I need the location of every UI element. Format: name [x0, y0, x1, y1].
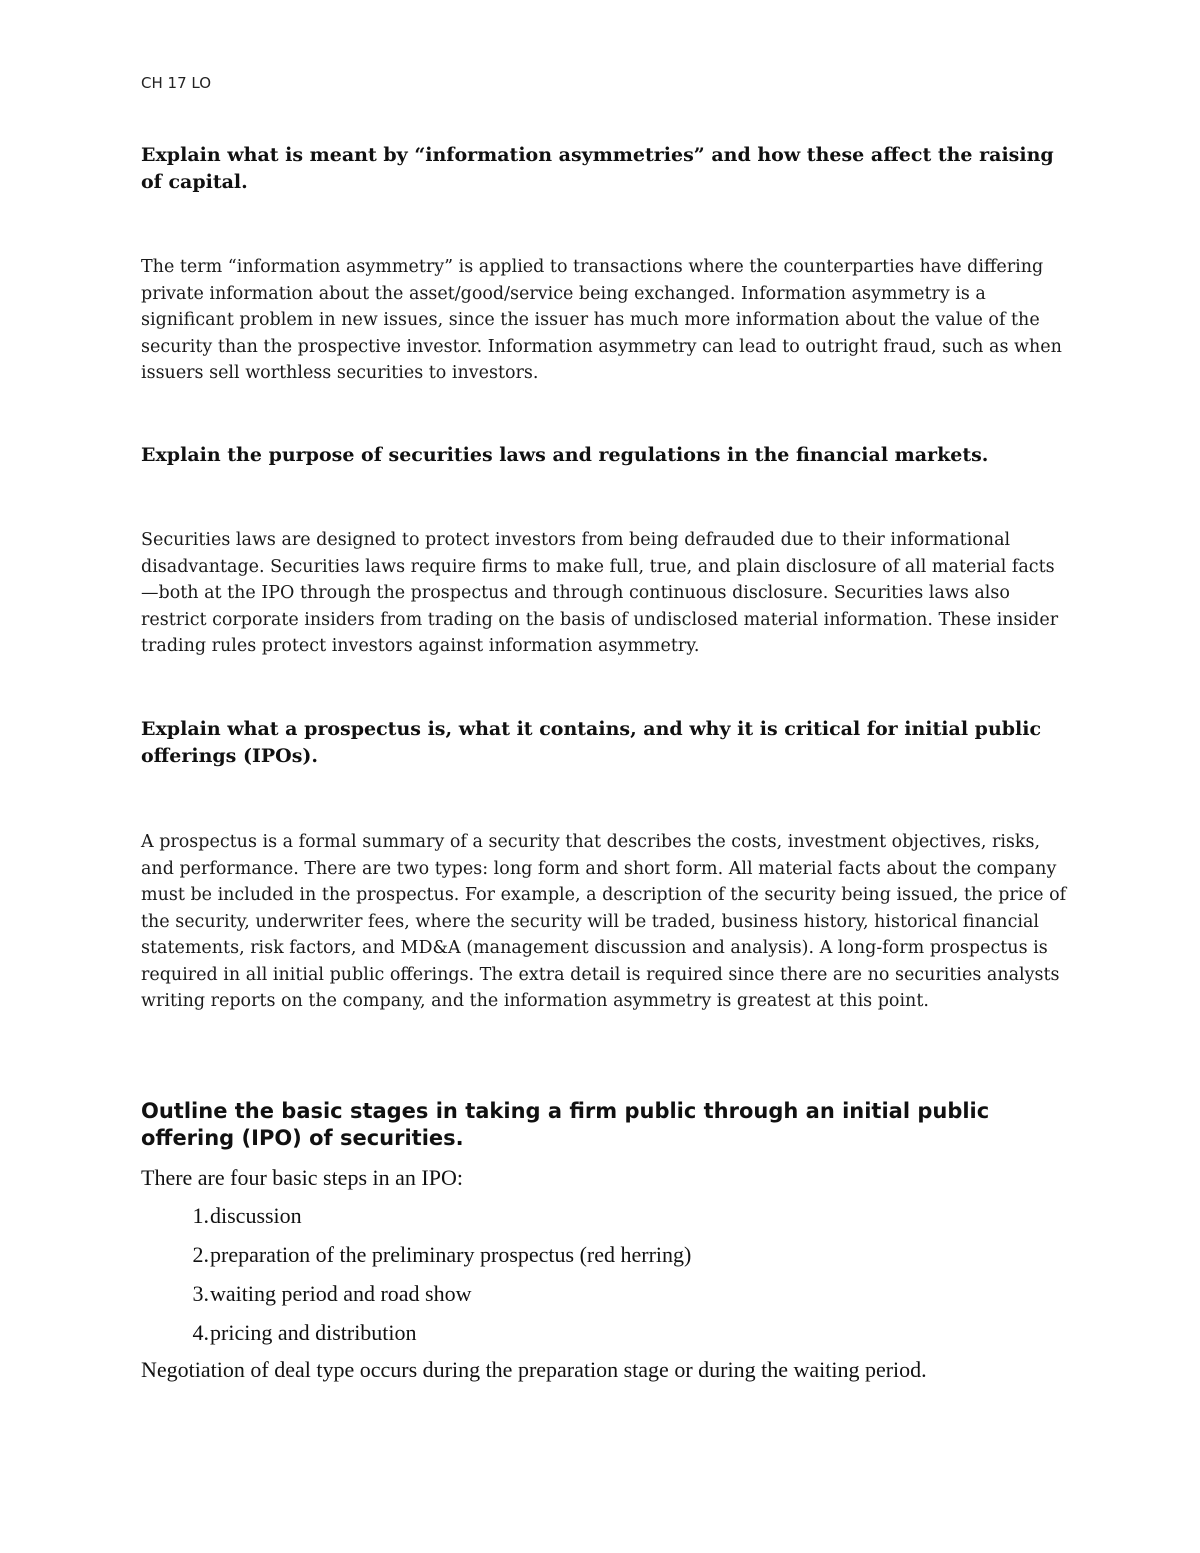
chapter-label: CH 17 LO — [141, 74, 212, 92]
list-item-number: 2. — [192, 1242, 209, 1267]
document-page — [141, 0, 1071, 1553]
ipo-steps-intro: There are four basic steps in an IPO: — [141, 1165, 463, 1190]
list-item — [141, 1201, 1071, 1240]
question-securities-laws: Explain the purpose of securities laws and regulations in the financial markets. — [141, 444, 989, 466]
list-item-text: discussion — [210, 1203, 302, 1228]
list-item-number: 1. — [192, 1203, 209, 1228]
question-prospectus: Explain what a prospectus is, what it contains, and why it is critical for initial public offerings (IPOs). — [141, 718, 1042, 767]
list-item — [141, 1279, 1071, 1318]
ipo-steps-list — [141, 1201, 1071, 1357]
list-item — [141, 1240, 1071, 1279]
answer-securities-laws: Securities laws are designed to protect investors from being defrauded due to their informational disadvantage. Securities laws require firms to make full, true, and plain disclosure of all material facts—both at the IPO through the prospectus and through continuous disclosure. Securities laws also restrict corporate insiders from trading on the basis of undisclosed material information. These insider trading rules protect investors against information asymmetry. — [141, 530, 1059, 656]
ipo-closing-note: Negotiation of deal type occurs during the preparation stage or during the waiting period. — [141, 1357, 927, 1382]
list-item-number: 4. — [192, 1320, 209, 1345]
answer-information-asymmetries: The term “information asymmetry” is applied to transactions where the counterparties have differing private information about the asset/good/service being exchanged. Information asymmetry is a significant problem in new issues, since the issuer has much more information about the value of the security than the prospective investor. Information asymmetry can lead to outright fraud, such as when issuers sell worthless securities to investors. — [141, 257, 1062, 383]
list-item-number: 3. — [192, 1281, 209, 1306]
list-item-text: pricing and distribution — [210, 1320, 417, 1345]
question-ipo-stages: Outline the basic stages in taking a firm public through an initial public offering (IPO) of securities. — [141, 1099, 990, 1150]
answer-prospectus: A prospectus is a formal summary of a security that describes the costs, investment objectives, risks, and performance. There are two types: long form and short form. All material facts about the company must be included in the prospectus. For example, a description of the security being issued, the price of the security, underwriter fees, where the security will be traded, business history, historical financial statements, risk factors, and MD&A (management discussion and analysis). A long-form prospectus is required in all initial public offerings. The extra detail is required since there are no securities analysts writing reports on the company, and the information asymmetry is greatest at this point. — [141, 832, 1067, 1011]
list-item — [141, 1318, 1071, 1357]
question-information-asymmetries: Explain what is meant by “information asymmetries” and how these affect the raising of capital. — [141, 144, 1054, 193]
list-item-text: preparation of the preliminary prospectus (red herring) — [210, 1242, 692, 1267]
list-item-text: waiting period and road show — [210, 1281, 472, 1306]
